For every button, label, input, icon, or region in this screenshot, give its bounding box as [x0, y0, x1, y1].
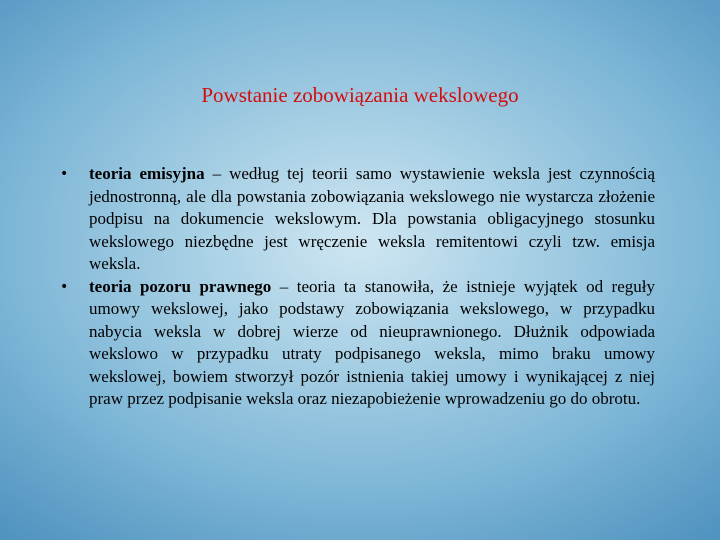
- bullet-icon: •: [60, 278, 69, 295]
- slide-title: Powstanie zobowiązania wekslowego: [201, 83, 519, 107]
- bullet-term: teoria emisyjna: [89, 164, 205, 183]
- bullet-text: – teoria ta stanowiła, że istnieje wyjątek od reguły umowy wekslowej, jako podstawy zobowiązania wekslowego, w przypadku nabycia weksla w dobrej wierze od nieuprawnionego. Dłużnik odpowiada wekslowo w przypadku utraty podpisanego weksla, mimo braku umowy wekslowej, bowiem stworzył pozór istnienia takiej umowy i wynikającej z niej praw przez podpisanie weksla oraz niezapobieżenie wprowadzeniu go do obrotu.: [89, 276, 655, 408]
- bullet-term: teoria pozoru prawnego: [89, 276, 272, 296]
- bullet-item-teoria-emisyjna: [60, 163, 655, 276]
- bullet-list: [60, 163, 655, 411]
- bullet-icon: •: [60, 166, 69, 182]
- bullet-item-teoria-pozoru-prawnego: [60, 276, 655, 411]
- bullet-text: – według tej teorii samo wystawienie weksla jest czynnością jednostronną, ale dla powstania zobowiązania wekslowego nie wystarcza złożenie podpisu na dokumencie wekslowym. Dla powstania obligacyjnego stosunku wekslowego niezbędne jest wręczenie weksla remitentowi czyli tzw. emisja weksla.: [89, 164, 656, 273]
